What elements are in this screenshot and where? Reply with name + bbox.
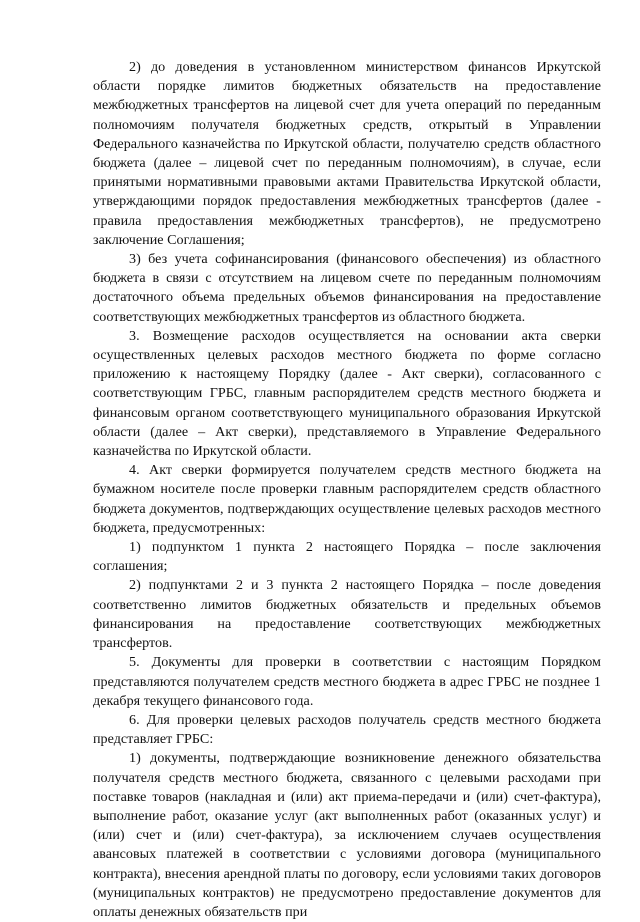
paragraph-item-2-3: 3) без учета софинансирования (финансового обеспечения) из областного бюджета в связи с отсутствием на лицевом счете по переданным полномочиям достаточного объема предельных объемов финансирования на предоставление соответствующих межбюджетных трансфертов из областного бюджета.	[93, 251, 601, 325]
paragraph-item-2-2: 2) до доведения в установленном министерством финансов Иркутской области порядке лимитов бюджетных обязательств на предоставление межбюджетных трансфертов на лицевой счет для учета операций по переданным полномочиям получателя бюджетных средств, открытый в Управлении Федерального казначейства по Иркутской области, получателю средств областного бюджета (далее – лицевой счет по переданным полномочиям), в случае, если принятыми нормативными правовыми актами Правительства Иркутской области, утверждающими порядок предоставления межбюджетных трансфертов (далее - правила предоставления межбюджетных трансфертов), не предусмотрено заключение Соглашения;	[93, 59, 601, 248]
paragraph-item-4-1: 1) подпунктом 1 пункта 2 настоящего Порядка – после заключения соглашения;	[93, 539, 601, 575]
paragraph-section-3: 3. Возмещение расходов осуществляется на основании акта сверки осуществленных целевых расходов местного бюджета по форме согласно приложению к настоящему Порядку (далее - Акт сверки), согласованного с соответствующим ГРБС, главным распорядителем средств местного бюджета и финансовым органом соответствующего муниципального образования Иркутской области (далее – Акт сверки), представляемого в Управление Федерального казначейства по Иркутской области.	[93, 327, 601, 460]
document-body	[93, 58, 601, 922]
paragraph-section-6: 6. Для проверки целевых расходов получатель средств местного бюджета представляет ГРБС:	[93, 711, 601, 748]
paragraph-item-6-1: 1) документы, подтверждающие возникновение денежного обязательства получателя средств местного бюджета, связанного с целевыми расходами при поставке товаров (накладная и (или) акт приема-передачи и (или) счет-фактура), выполнение работ, оказание услуг (акт выполненных работ (оказанных услуг) и (или) счет и (или) счет-фактура), за исключением случаев осуществления авансовых платежей в соответствии с условиями договора (муниципального контракта), внесения арендной платы по договору, если условиями таких договоров (муниципальных контрактов) не предусмотрено предоставление документов для оплаты денежных обязательств при	[93, 750, 601, 920]
paragraph-item-4-2: 2) подпунктами 2 и 3 пункта 2 настоящего Порядка – после доведения соответственно лимитов бюджетных обязательств и предельных объемов финансирования на предоставление соответствующих межбюджетных трансфертов.	[93, 577, 601, 652]
paragraph-section-4: 4. Акт сверки формируется получателем средств местного бюджета на бумажном носителе после проверки главным распорядителем средств областного бюджета документов, подтверждающих осуществление целевых расходов местного бюджета, предусмотренных:	[93, 462, 601, 536]
paragraph-section-5: 5. Документы для проверки в соответствии с настоящим Порядком представляются получателем средств местного бюджета в адрес ГРБС не позднее 1 декабря текущего финансового года.	[93, 654, 601, 709]
